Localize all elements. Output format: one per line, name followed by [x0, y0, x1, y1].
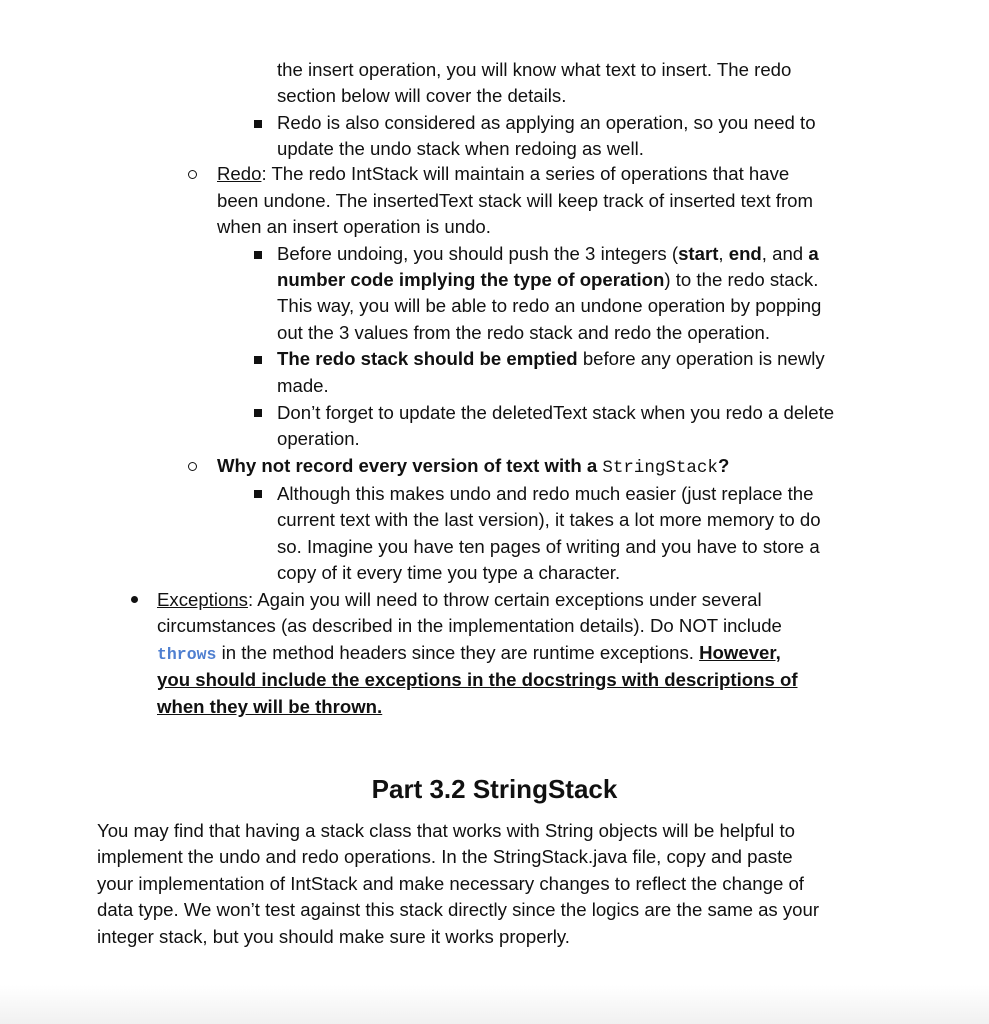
section-heading: Part 3.2 StringStack	[371, 774, 618, 804]
text-line: copy of it every time you type a character.	[277, 562, 621, 583]
text-span: However,	[699, 642, 781, 663]
text-span: before any operation is newly	[577, 348, 825, 369]
text-line: data type. We won’t test against this stack directly since the logics are the same as your	[97, 899, 820, 920]
text-line	[277, 267, 818, 293]
text-line	[277, 346, 825, 372]
start-term: start	[678, 243, 719, 264]
text-line: out the 3 values from the redo stack and redo the operation.	[277, 322, 771, 343]
text-line: Redo is also considered as applying an operation, so you need to	[277, 112, 816, 133]
text-line: your implementation of IntStack and make necessary changes to reflect the change of	[97, 873, 804, 894]
text-line: update the undo stack when redoing as well.	[277, 138, 644, 159]
text-line: section below will cover the details.	[277, 85, 567, 106]
text-line: You may find that having a stack class that works with String objects will be helpful to	[97, 820, 795, 841]
text-span: a	[808, 243, 819, 264]
text-span: number code implying the type of operation	[277, 269, 665, 290]
circle-bullet-icon	[188, 462, 197, 471]
text-line: so. Imagine you have ten pages of writing and you have to store a	[277, 536, 820, 557]
text-line: when an insert operation is undo.	[217, 216, 491, 237]
text-line	[157, 587, 762, 613]
text-line: you should include the exceptions in the docstrings with descriptions of	[157, 669, 798, 690]
redo-item-line	[217, 161, 789, 187]
code-span: throws	[157, 645, 217, 664]
exceptions-term: Exceptions	[157, 589, 248, 610]
text-line: made.	[277, 375, 329, 396]
text-line: Although this makes undo and redo much easier (just replace the	[277, 483, 814, 504]
text-span: in the method headers since they are runtime exceptions.	[216, 642, 700, 663]
text-span: ) to the redo stack.	[664, 269, 819, 290]
text-line: circumstances (as described in the implementation details). Do NOT include	[157, 615, 782, 636]
text-line: the insert operation, you will know what text to insert. The redo	[277, 59, 792, 80]
text-span: The redo stack should be emptied	[277, 348, 578, 369]
square-bullet-icon	[254, 490, 262, 498]
text-line: This way, you will be able to redo an undone operation by popping	[277, 295, 822, 316]
text-line	[157, 640, 781, 668]
text-span: ,	[718, 243, 729, 264]
text-line: when they will be thrown.	[157, 696, 383, 717]
text-line: been undone. The insertedText stack will keep track of inserted text from	[217, 190, 813, 211]
text-span: : The redo IntStack will maintain a series of operations that have	[261, 163, 790, 184]
code-span: StringStack	[602, 458, 718, 478]
redo-term: Redo	[217, 163, 262, 184]
page-bottom-edge	[0, 985, 989, 1024]
text-span: Why not record every version of text with a	[217, 455, 603, 476]
text-line: integer stack, but you should make sure it works properly.	[97, 926, 570, 947]
square-bullet-icon	[254, 356, 262, 364]
text-span: , and	[761, 243, 809, 264]
text-line: current text with the last version), it takes a lot more memory to do	[277, 509, 821, 530]
circle-bullet-icon	[188, 170, 197, 179]
text-line	[217, 453, 729, 481]
text-line: implement the undo and redo operations. In the StringStack.java file, copy and paste	[97, 846, 793, 867]
text-line: operation.	[277, 428, 360, 449]
end-term: end	[728, 243, 762, 264]
square-bullet-icon	[254, 409, 262, 417]
disc-bullet-icon	[131, 596, 138, 603]
text-span: : Again you will need to throw certain exceptions under several	[247, 589, 762, 610]
text-line: Don’t forget to update the deletedText stack when you redo a delete	[277, 402, 835, 423]
square-bullet-icon	[254, 251, 262, 259]
text-line	[277, 241, 819, 267]
text-span: Before undoing, you should push the 3 integers (	[277, 243, 679, 264]
text-span: ?	[717, 455, 730, 476]
square-bullet-icon	[254, 120, 262, 128]
